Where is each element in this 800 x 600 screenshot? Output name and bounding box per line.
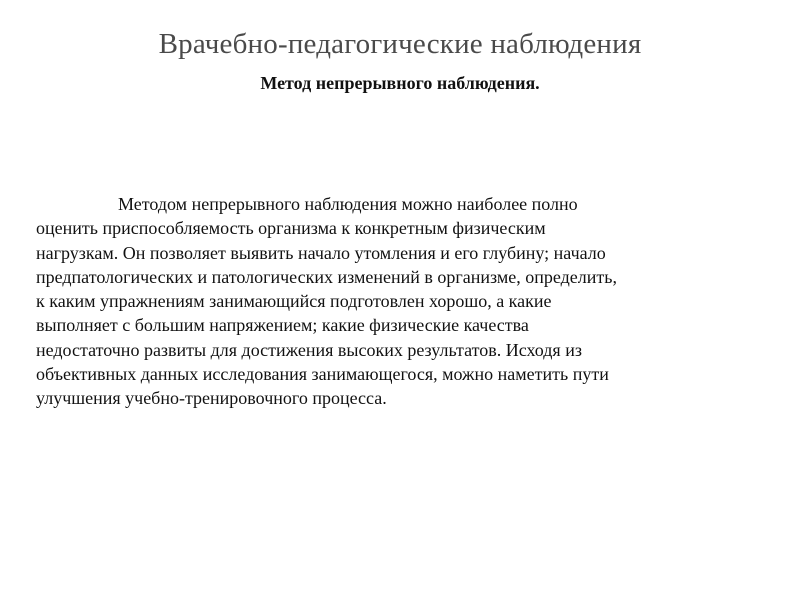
paragraph-line: объективных данных исследования занимающегося, можно наметить пути [36, 364, 609, 385]
paragraph-line: выполняет с большим напряжением; какие физические качества [36, 315, 529, 336]
slide-subtitle: Метод непрерывного наблюдения. [260, 73, 540, 93]
paragraph-line: Методом непрерывного наблюдения можно наиболее полно [118, 194, 578, 214]
body-paragraph [36, 192, 764, 411]
paragraph-line: нагрузкам. Он позволяет выявить начало утомления и его глубину; начало [36, 242, 606, 263]
paragraph-line: к каким упражнениям занимающийся подготовлен хорошо, а какие [36, 291, 552, 312]
paragraph-line: предпатологических и патологических изменений в организме, определить, [36, 266, 617, 287]
slide-title: Врачебно-педагогические наблюдения [158, 28, 642, 60]
paragraph-line: недостаточно развиты для достижения высоких результатов. Исходя из [36, 339, 582, 360]
paragraph-line: оценить приспособляемость организма к конкретным физическим [36, 218, 546, 239]
paragraph-line: улучшения учебно-тренировочного процесса. [36, 388, 387, 409]
